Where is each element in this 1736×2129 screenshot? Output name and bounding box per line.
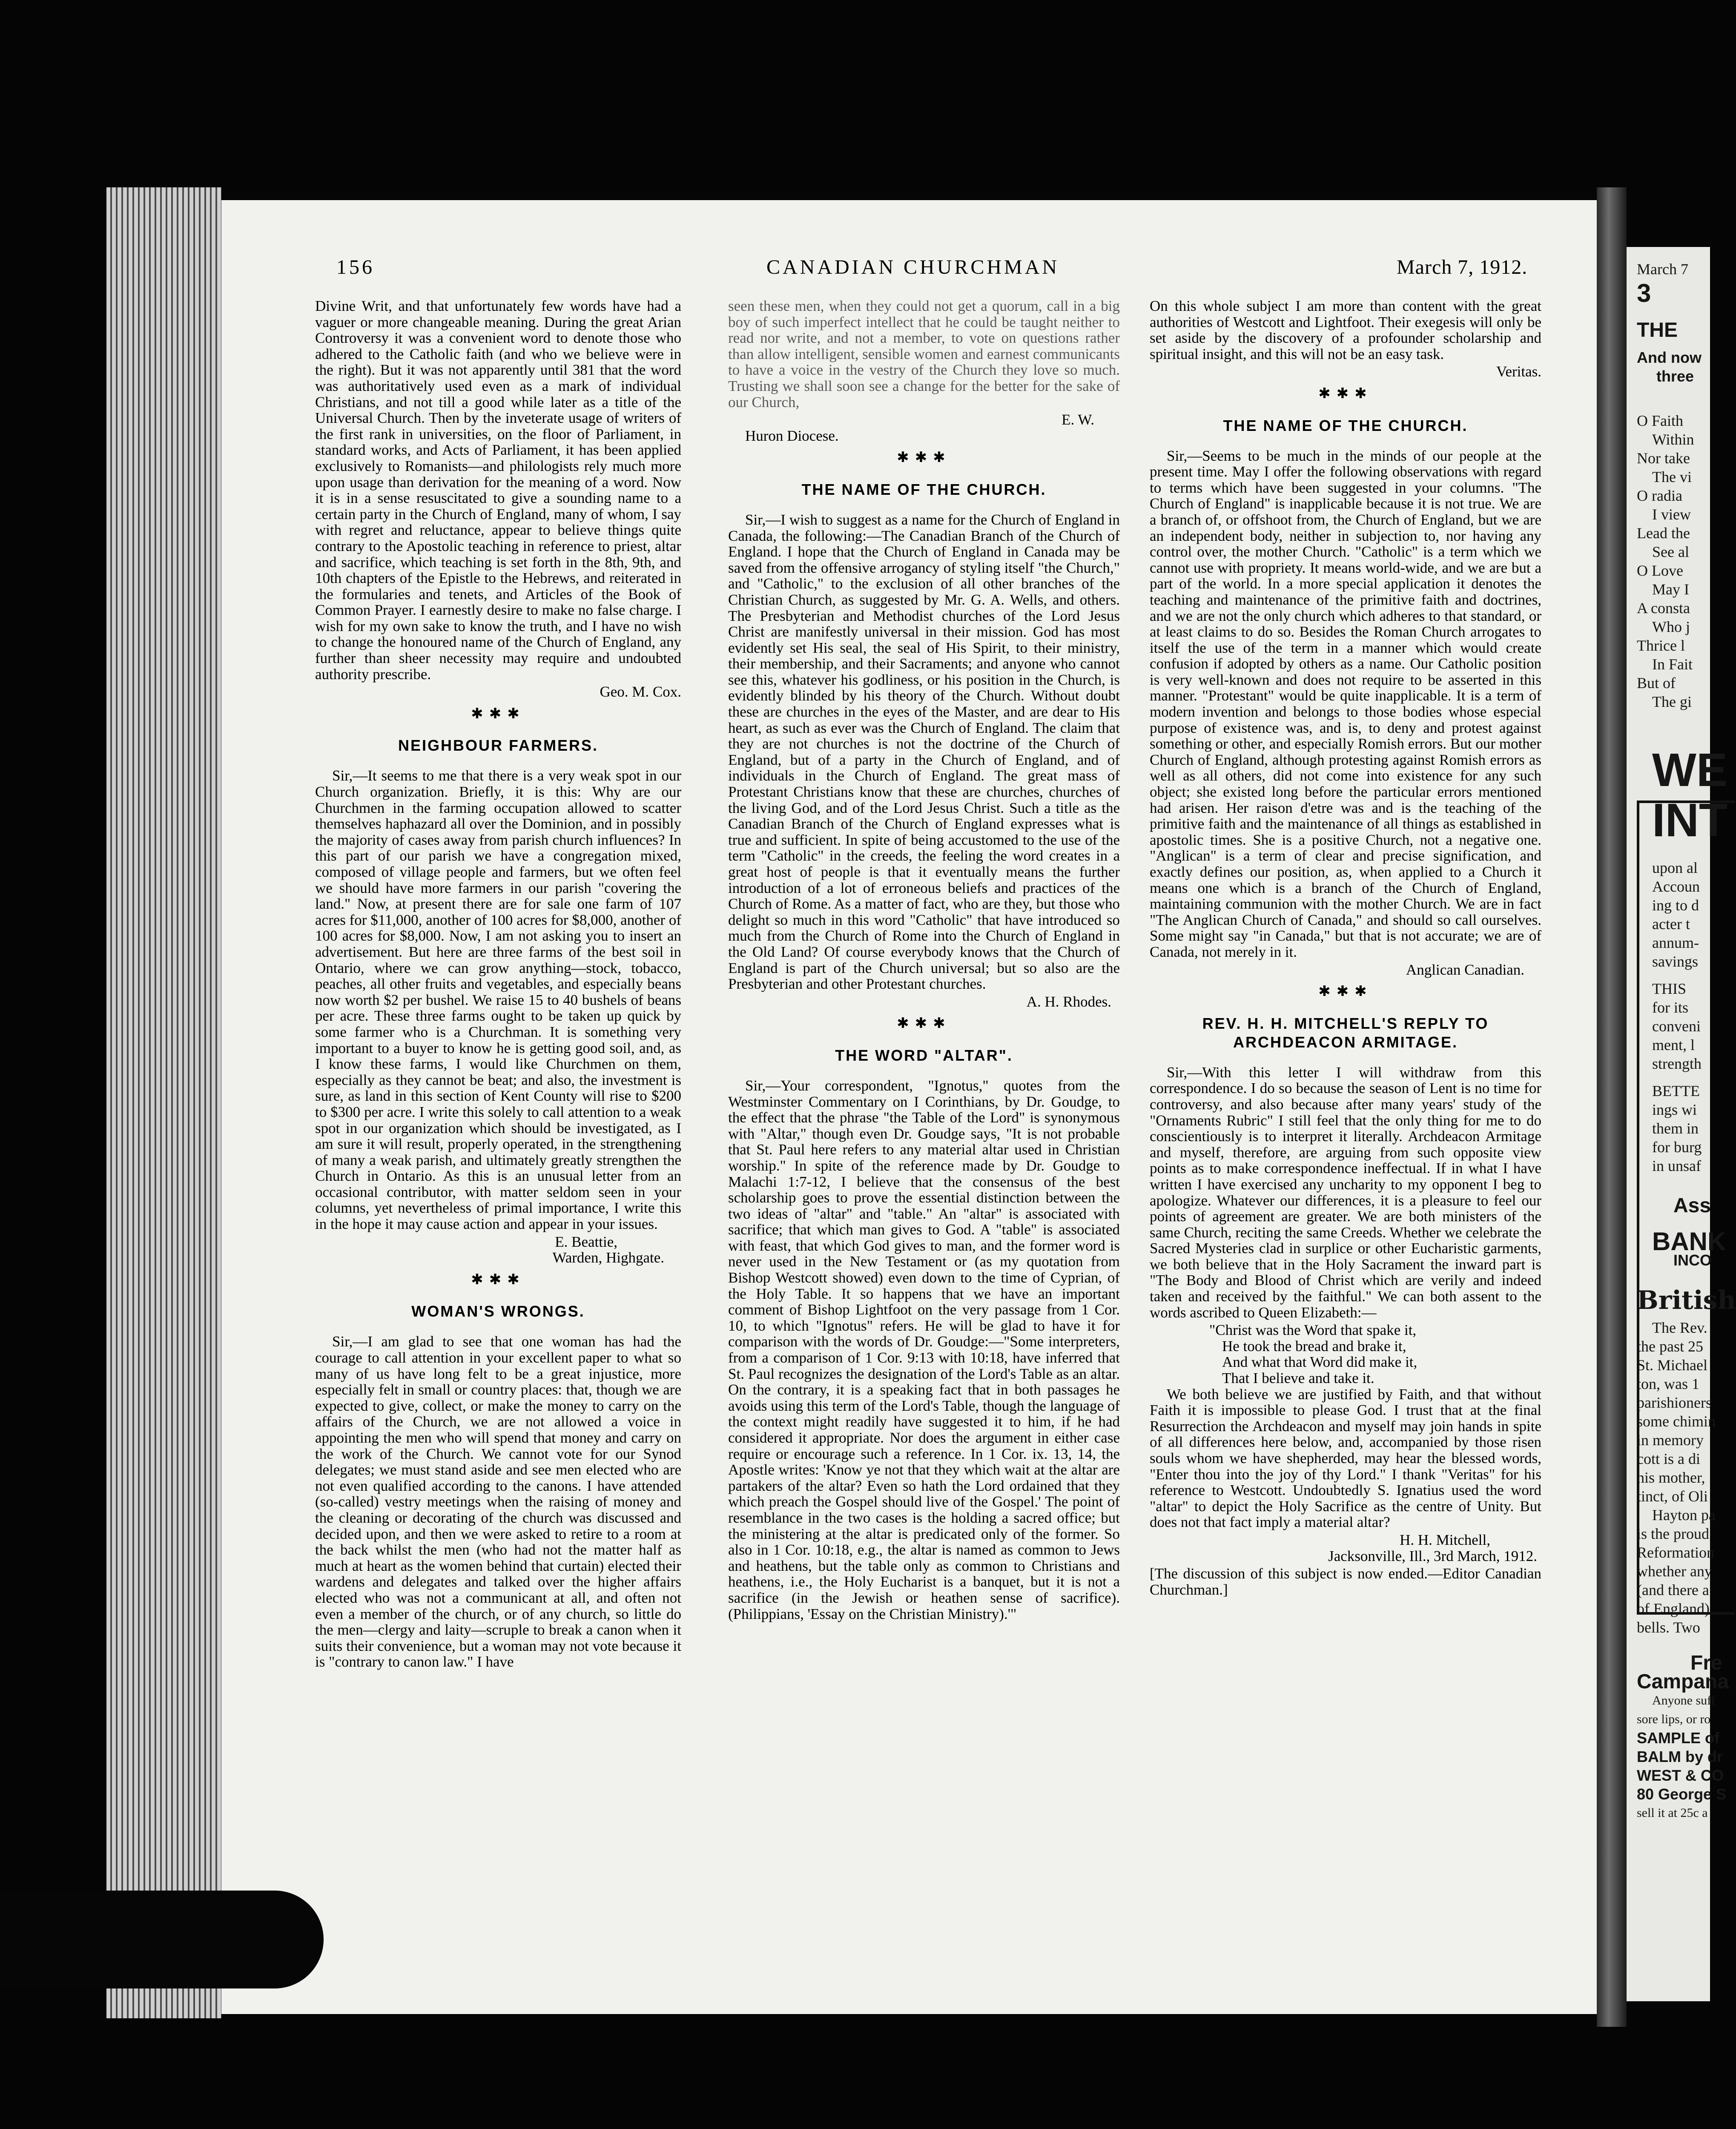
facing-line: them in: [1652, 1120, 1699, 1137]
facing-line: Thrice l: [1637, 637, 1685, 654]
facing-line: whether any: [1637, 1563, 1712, 1580]
facing-line: Campana: [1637, 1670, 1729, 1693]
facing-line: his mother,: [1637, 1469, 1705, 1486]
facing-line: WE: [1652, 744, 1728, 796]
letter-veritas-text: On this whole subject I am more than content with the great authorities of Westcott and Lightfoot. Their exegesis will only be set aside by the discovery of a profounder scholarship and spiritual insight, and this will not be an easy task.: [1150, 298, 1541, 362]
facing-line: March 7: [1637, 261, 1688, 278]
facing-line: Anyone suff: [1652, 1693, 1716, 1707]
book-page-edges: [106, 187, 221, 2018]
reader-thumb: [0, 1891, 324, 1988]
facing-line: Who j: [1652, 618, 1690, 635]
column-1: [315, 298, 681, 1672]
facing-line: Fre: [1690, 1652, 1722, 1674]
heading-name-of-church-2: THE NAME OF THE CHURCH.: [1223, 416, 1468, 434]
column-2: [728, 298, 1120, 1624]
advertisement-border: [1637, 801, 1735, 1615]
facing-line: ing to d: [1652, 897, 1699, 914]
signature-mitchell-place: Jacksonville, Ill., 3rd March, 1912.: [1328, 1547, 1537, 1564]
facing-page-fragment: [1627, 247, 1736, 2001]
facing-line: for burg: [1652, 1139, 1702, 1156]
running-title: CANADIAN CHURCHMAN: [766, 256, 1060, 278]
signature-beattie: E. Beattie,: [555, 1233, 617, 1250]
facing-line: annum-: [1652, 934, 1699, 951]
facing-line: cott is a di: [1637, 1450, 1700, 1467]
facing-line: acter t: [1652, 915, 1690, 933]
column-3: [1150, 298, 1541, 1599]
facing-line: St. Michael: [1637, 1357, 1707, 1374]
section-ornament: ✱✱✱: [1318, 384, 1373, 402]
signature-anglican: Anglican Canadian.: [1406, 961, 1524, 978]
heading-womans-wrongs: WOMAN'S WRONGS.: [411, 1303, 585, 1320]
facing-line: Hayton pa: [1652, 1506, 1716, 1524]
letter-woman-text: Sir,—I am glad to see that one woman has had the courage to call attention in your excellent paper to what so many of us have long felt to be a great injustice, more especially felt in small or country places: that, though we are expected to give, collect, or make the money to carry on the affairs of the Church, we are not allowed a voice in appointing the men who will spend that money and carry on the work of the Church. We cannot vote for our Synod delegates; we must stand aside and see men elected who are not even qualified according to the canons. I have attended (so-called) vestry meetings when the raising of money and the cleaning or decorating of the church was discussed and decided upon, and then we were asked to retire to a room at the back whilst the men (who had not the matter half as much at heart as the women behind that curtain) elected their wardens and delegates and talked over the higher affairs elected who was not a communicant at all, and often not even a member of the church, or of any church, so little do the men—clergy and laity—scruple to break a canon when it suits their convenience, but a woman may not vote because it is "contrary to canon law." I have: [315, 1333, 681, 1670]
letter-mitchell-text-2: We both believe we are justified by Faith, and that without Faith it is impossible to please God. I trust that at the final Resurrection the Archdeacon and myself may join hands in spite of all differences here below, and, accompanied by those risen souls whom we have shepherded, may hear the blessed words, "Enter thou into the joy of thy Lord." I thank "Veritas" for his reference to Westcott. Undoubtedly S. Ignatius used the word "altar" to depict the Holy Sacrifice as the centre of Unity. But does not that fact imply a material altar?: [1150, 1386, 1541, 1531]
editor-note: [The discussion of this subject is now ended.—Editor Canadian Churchman.]: [1150, 1565, 1541, 1598]
facing-line: May I: [1652, 581, 1689, 598]
heading-name-of-church: THE NAME OF THE CHURCH.: [801, 480, 1047, 498]
heading-word-altar: THE WORD "ALTAR".: [835, 1046, 1013, 1064]
facing-line: THE: [1637, 319, 1678, 341]
facing-line: Lead the: [1637, 525, 1690, 542]
facing-line: O Love: [1637, 562, 1683, 579]
letter-farmers-text: Sir,—It seems to me that there is a very weak spot in our Church organization. Briefly, it is this: Why are our Churchmen in the farming occupation allowed to scatter themselves haphazard all over the Dominion, and in possibly the majority of cases away from parish church influences? In this part of our parish we have a congregation mixed, composed of village people and farmers, but we often feel we should have more farmers in our parish "covering the land." Now, at present there are for sale one farm of 107 acres for $11,000, another of 100 acres for $8,000, another of 100 acres for $8,000. Now, I am not asking you to insert an advertisement. But here are three farms of the best soil in Ontario, where we can grow anything—stock, tobacco, peaches, all other fruits and vegetables, and especially beans now worth $2 per bushel. We raise 15 to 40 bushels of beans per acre. These three farms ought to be taken up quick by some farmer who is a Churchman. It is something very important to a buyer to know he is getting good soil, and, as I know these farms, I would like Churchmen on them, especially as they cannot be beat; and also, the investment is sure, as land in this section of Kent County will rise to $200 to $300 per acre. I write this solely to call attention to a weak spot in our organization which should be investigated, as I am sure it will result, properly operated, in the strengthening of many a weak parish, and ultimately greatly strengthen the Church in Ontario. As this is an unusual letter from an occasional contributor, with matter seldom seen in your columns, yet nevertheless of primal importance, I write this in the hope it may cause action and appear in your issues.: [315, 767, 681, 1233]
facing-line: O radia: [1637, 487, 1682, 504]
facing-line: is the proud: [1637, 1525, 1709, 1542]
facing-line: Accoun: [1652, 878, 1700, 895]
facing-line: The gi: [1652, 693, 1692, 710]
facing-line: O Faith: [1637, 412, 1684, 429]
page-gutter: [1597, 187, 1627, 2027]
facing-line: conveni: [1652, 1018, 1701, 1035]
letter-altar-text: Sir,—Your correspondent, "Ignotus," quotes from the Westminster Commentary on I Corinthians, by Dr. Goudge, to the effect that the phrase "the Table of the Lord" is synonymous with "Altar," though even Dr. Goudge says, "It is not probable that St. Paul here refers to any material altar used in Christian worship." In spite of the reference made by Dr. Goudge to Malachi 1:7-12, I believe that the consensus of the best scholarship goes to prove the essential distinction between the two ideas of "altar" and "table." An "altar" is associated with sacrifice; that which man gives to God. A "table" is associated with feast, that which God gives to man, and the former word is never used in the New Testament or (as my quotation from Bishop Westcott showed) even down to the time of Cyprian, of the Holy Table. It so happens that we have an important comment of Bishop Lightfoot on the very passage from 1 Cor. 10, to which "Ignotus" refers. He will be glad to have it for comparison with the words of Dr. Goudge:—"Some interpreters, from a comparison of 1 Cor. 9:13 with 10:18, have inferred that St. Paul recognizes the designation of the Lord's Table as an altar. On the contrary, it is a speaking fact that in both passages he avoids using this term of the Lord's Table, though the language of the context might readily have suggested it to him, if he had considered it appropriate. Nor does the argument in either case require or encourage such a reference. In 1 Cor. ix. 13, 14, the Apostle writes: 'Know ye not that they which wait at the altar are partakers of the altar? Even so hath the Lord ordained that they which preach the Gospel should live of the Gospel.' The point of resemblance in the two cases is the holding a sacred office; but the ministering at the altar is predicated only of the former. So also in 1 Cor. 10:18, e.g., the altar is named as common to Jews and heathens, but the table only as common to Christians and heathens, i.e., the Holy Eucharist is a banquet, but it is not a sacrifice (in the Jewish or heathen sense of sacrifice). (Philippians, 'Essay on the Christian Ministry).'": [728, 1077, 1120, 1622]
letter-rhodes-text: Sir,—I wish to suggest as a name for the Church of England in Canada, the following:—The Canadian Branch of the Church of England. I hope that the Church of England in Canada may be saved from the offensive arrogancy of styling itself "the Church," and "Catholic," to the exclusion of all other branches of the Christian Church, as suggested by Mr. G. A. Wells, and others. The Presbyterian and Methodist churches of the Lord Jesus Christ are manifestly universal in their mission. God has most evidently set His seal, the seal of His Spirit, to their ministry, their membership, and their Sacraments; and anyone who cannot see this, whatever his godliness, or his position in the Church, is evidently blinded by his theory of the Church. Without doubt these are churches in the eyes of the Master, and are dear to His heart, as such as ever was the Church of England. The claim that they are not churches is not the doctrine of the Church of England, but of a party in the Church of England, and of individuals in the Church of England. The great mass of Protestant Christians know that these are churches, churches of the living God, and of the Lord Jesus Christ. Such a title as the Canadian Branch of the Church of England expresses what is true and sufficient. In spite of being accustomed to the use of the term "Catholic" in the creeds, the feeling the word creates in a great host of people is that it eventually means the further introduction of a lot of erroneous beliefs and practices of the Church of Rome. As a matter of fact, who are they, but those who delight so much in this word "Catholic" that have introduced so much from the Church of Rome into the Church of England in the Old Land? Of course everybody knows that the Church of England is part of the Church universal; but so also are the Presbyterian and other Protestant churches.: [728, 511, 1120, 993]
facing-line: the past 25: [1637, 1338, 1703, 1355]
facing-line: BETTE: [1652, 1082, 1700, 1099]
facing-line: savings: [1652, 953, 1698, 970]
facing-line: A consta: [1637, 600, 1690, 617]
facing-line: Reformation: [1637, 1544, 1714, 1561]
facing-line: British: [1637, 1285, 1736, 1315]
letter-cox-text: Divine Writ, and that unfortunately few words have had a vaguer or more changeable meaning. During the great Arian Controversy it was a convenient word to denote those who adhered to the Catholic faith (and who we believe were in the right). But it was not apparently until 381 that the word was authoritatively used even as a mark of individual Christians, and not till a good while later as a title of the Universal Church. Then by the inveterate usage of writers of the first rank in universities, on the floor of Parliament, in standard works, and Acts of Parliament, it has been applied exclusively to Romanists—and philologists rely much more upon usage than derivation for the meaning of a word. Now it is in a sense resuscitated to give a sounding name to a certain party in the Church of England, many of whom, I say with regret and reluctance, appear to believe things quite contrary to the Apostolic teaching in reference to priest, altar and sacrifice, which teaching is set forth in the 8th, 9th, and 10th chapters of the Epistle to the Hebrews, and reiterated in the formularies and tenets, and Articles of the Book of Common Prayer. I earnestly desire to make no false charge. I wish for my own sake to know the truth, and I have no wish to change the honoured name of the Church of England, any further than sheer necessity may require and undoubted authority prescribe.: [315, 298, 681, 683]
signature-beattie-title: Warden, Highgate.: [552, 1249, 664, 1266]
section-ornament: ✱✱✱: [1318, 983, 1373, 1000]
facing-line: ings wi: [1652, 1101, 1697, 1118]
facing-line: ment, l: [1652, 1036, 1695, 1053]
facing-line: 80 George S: [1637, 1785, 1727, 1803]
page-number: 156: [336, 256, 375, 278]
facing-line: The vi: [1652, 468, 1692, 485]
facing-line: strength: [1652, 1055, 1702, 1072]
facing-line: SAMPLE of: [1637, 1729, 1719, 1747]
facing-line: sore lips, or ro: [1637, 1712, 1711, 1726]
facing-line: sell it at 25c a: [1637, 1806, 1708, 1820]
section-ornament: ✱✱✱: [897, 1015, 951, 1032]
facing-line: Ass: [1673, 1194, 1711, 1217]
signature-huron: Huron Diocese.: [745, 427, 839, 444]
facing-line: (and there a: [1637, 1581, 1709, 1598]
facing-line: bells. Two: [1637, 1619, 1700, 1636]
facing-line: ton, was 1: [1637, 1375, 1699, 1392]
facing-line: See al: [1652, 543, 1689, 560]
facing-line: THIS: [1652, 980, 1686, 997]
signature-rhodes: A. H. Rhodes.: [1026, 993, 1111, 1010]
letter-ew-text: seen these men, when they could not get a quorum, call in a big boy of such imperfect intellect that he could be taught neither to read nor write, and not a member, to vote on questions rather than allow intelligent, sensible women and earnest communicants to have a voice in the vestry of the Church they love so much. Trusting we shall soon see a change for the better for the sake of our Church,: [728, 298, 1120, 410]
signature-cox: Geo. M. Cox.: [600, 683, 681, 700]
signature-mitchell: H. H. Mitchell,: [1400, 1531, 1490, 1548]
facing-line: BALM by dr: [1637, 1748, 1723, 1765]
signature-ew: E. W.: [1062, 411, 1094, 428]
facing-line: of England): [1637, 1600, 1710, 1617]
facing-line: 3: [1637, 279, 1651, 307]
issue-date: March 7, 1912.: [1397, 256, 1528, 278]
section-ornament: ✱✱✱: [897, 449, 951, 466]
heading-neighbour-farmers: NEIGHBOUR FARMERS.: [398, 737, 599, 755]
facing-line: The Rev.: [1652, 1319, 1707, 1336]
facing-line: Nor take: [1637, 450, 1690, 467]
facing-line: INCO: [1673, 1251, 1712, 1269]
facing-line: in memory: [1637, 1432, 1704, 1449]
facing-line: And now: [1637, 349, 1702, 366]
facing-line: tinct, of Oli: [1637, 1488, 1708, 1505]
facing-line: for its: [1652, 999, 1688, 1016]
facing-line: Within: [1652, 431, 1694, 448]
facing-line: upon al: [1652, 859, 1698, 876]
poem-line: He took the bread and brake it,: [1222, 1337, 1406, 1354]
poem-line: That I believe and take it.: [1222, 1370, 1374, 1387]
heading-mitchell-reply: REV. H. H. MITCHELL'S REPLY TO ARCHDEACON ARMITAGE.: [1202, 1014, 1489, 1051]
facing-line: In Fait: [1652, 656, 1693, 673]
poem-line: "Christ was the Word that spake it,: [1209, 1322, 1417, 1339]
facing-line: INT: [1652, 794, 1728, 846]
facing-line: WEST & CO: [1637, 1767, 1724, 1784]
letter-anglican-text: Sir,—Seems to be much in the minds of our people at the present time. May I offer the following observations with regard to terms which have been suggested in your columns. "The Church of England" is inapplicable because it is not true. We are a branch of, or offshoot from, the Church of England, but we are an independent body, neither in subjection to, nor having any control over, the mother Church. "Catholic" is a term which we cannot use with propriety. It means world-wide, and we are but a part of the world. In a more special application it denotes the teaching and maintenance of the primitive faith and doctrines, and we are not the only church which adheres to that standard, or at least claims to do so. Besides the Roman Church arrogates to itself the use of the term in a manner which would create confusion if adopted by others as a name. Our Catholic position is very well-known and does not require to be asserted in this manner. "Protestant" would be quite inapplicable. It is a term of modern invention and belongs to those bodies whose especial purpose of existence was, and is, to deny and protest against something or other, and especially Romish errors. But our mother Church of England, although protesting against Romish errors as well as all others, did not come into existence for any such object; she existed long before the particular errors mentioned had arisen. Her raison d'etre was and is the teaching of the primitive faith and the maintenance of all things as established in apostolic times. She is a positive Church, not a negative one. "Anglican" is a term of clear and precise signification, and exactly defines our position, as, when applied to a Church it means one which is a branch of the Church of England, maintaining communion with the mother Church. We are in fact "The Anglican Church of Canada," and should so call ourselves. Some might say "in Canada," but that is not accurate; we are of Canada, not merely in it.: [1150, 447, 1541, 960]
facing-line: BANK: [1652, 1227, 1726, 1256]
signature-veritas: Veritas.: [1496, 363, 1541, 380]
facing-line: some chimin: [1637, 1413, 1716, 1430]
facing-line: in unsaf: [1652, 1157, 1701, 1174]
facing-line: I view: [1652, 506, 1691, 523]
section-ornament: ✱✱✱: [471, 1271, 525, 1288]
facing-line: But of: [1637, 674, 1676, 691]
facing-line: three: [1656, 367, 1694, 385]
letter-mitchell-text: Sir,—With this letter I will withdraw from this correspondence. I do so because the season of Lent is no time for controversy, and also because after many years' study of the "Ornaments Rubric" I still feel that the only thing for me to do conscientiously is to interpret it literally. Archdeacon Armitage and myself, therefore, are arguing from such opposite view points as to make correspondence ineffectual. If in what I have written I have exercised any uncharity to my opponent I beg to apologize. Whatever our differences, it is a pleasure to feel our points of agreement are greater. We are both ministers of the same Church, reciting the same Creeds. Whether we celebrate the Sacred Mysteries clad in surplice or other Eucharistic garments, we both believe that in the Holy Sacrament the inward part is "The Body and Blood of Christ which are verily and indeed taken and received by the faithful." We can both assent to the words ascribed to Queen Elizabeth:—: [1150, 1064, 1541, 1321]
facing-line: parishioners: [1637, 1394, 1712, 1411]
section-ornament: ✱✱✱: [471, 705, 525, 722]
poem-line: And what that Word did make it,: [1222, 1354, 1417, 1371]
